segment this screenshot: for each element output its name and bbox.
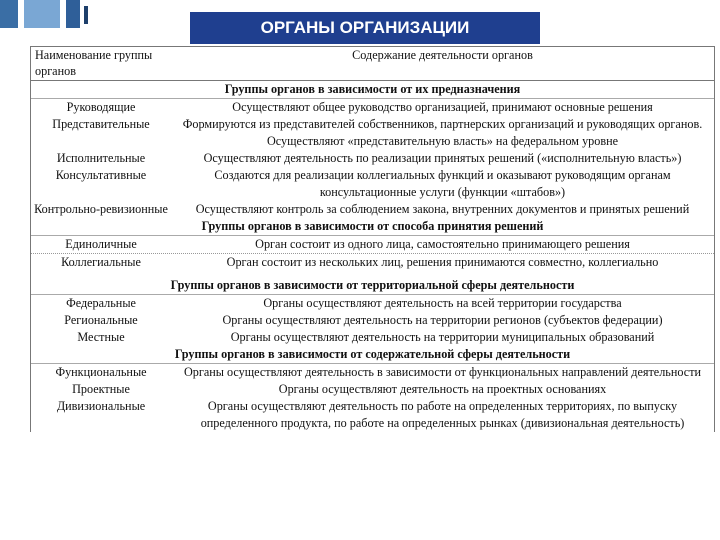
table-row: [31, 201, 714, 218]
table-row: [31, 295, 714, 312]
table-row: [31, 398, 714, 432]
table-row: [31, 167, 714, 201]
row-name: Руководящие: [66, 100, 136, 114]
header-content: Содержание деятельности органов: [352, 48, 533, 62]
group-header: Группы органов в зависимости от способа принятия решений: [31, 218, 714, 236]
group-header: Группы органов в зависимости от их предназначения: [31, 81, 714, 99]
corner-decoration: [84, 6, 88, 24]
table-row: [31, 236, 714, 254]
row-desc: Орган состоит из одного лица, самостоятельно принимающего решения: [255, 237, 630, 251]
table-row: [31, 312, 714, 329]
group-header: Группы органов в зависимости от содержательной сферы деятельности: [31, 346, 714, 364]
row-desc: Органы осуществляют деятельность на всей территории государства: [263, 296, 622, 310]
table-row: [31, 99, 714, 116]
row-name: Функциональные: [55, 365, 147, 379]
group-header: Группы органов в зависимости от территориальной сферы деятельности: [31, 277, 714, 295]
corner-decoration: [66, 0, 80, 28]
table-row: [31, 364, 714, 381]
row-name: Представительные: [52, 117, 150, 131]
row-name: Дивизиональные: [56, 399, 146, 413]
row-name: Местные: [77, 330, 125, 344]
row-desc: Органы осуществляют деятельность по работе на определенных территориях, по выпуску определенного продукта, по работе на определенных рынках (дивизиональная деятельность): [200, 399, 685, 430]
table-row: [31, 381, 714, 398]
row-desc: Формируются из представителей собственников, партнерских организаций и руководящих органов. Осуществляют «представительную власть» на федеральном уровне: [182, 117, 703, 148]
row-desc: Осуществляют общее руководство организацией, принимают основные решения: [232, 100, 653, 114]
row-desc: Осуществляют контроль за соблюдением закона, внутренних документов и принятых решений: [195, 202, 690, 216]
row-name: Федеральные: [66, 296, 136, 310]
row-desc: Органы осуществляют деятельность в зависимости от функциональных направлений деятельности: [183, 365, 702, 379]
row-desc: Органы осуществляют деятельность на проектных основаниях: [278, 382, 607, 396]
row-name: Региональные: [64, 313, 138, 327]
row-desc: Орган состоит из нескольких лиц, решения принимаются совместно, коллегиально: [226, 255, 659, 269]
row-desc: Органы осуществляют деятельность на территории регионов (субъектов федерации): [222, 313, 663, 327]
row-name: Консультативные: [55, 168, 147, 182]
table-row: [31, 150, 714, 167]
table-row: [31, 254, 714, 277]
row-name: Исполнительные: [56, 151, 146, 165]
row-name: Проектные: [72, 382, 130, 396]
corner-decoration: [0, 0, 18, 28]
slide-title: ОРГАНЫ ОРГАНИЗАЦИИ: [190, 12, 540, 44]
organs-table: [30, 46, 715, 432]
row-name: Контрольно-ревизионные: [34, 202, 168, 216]
row-desc: Осуществляют деятельность по реализации принятых решений («исполнительную власть»): [203, 151, 682, 165]
table-row: [31, 116, 714, 150]
table-header-row: [31, 47, 714, 81]
row-name: Коллегиальные: [61, 255, 141, 269]
corner-decoration: [24, 0, 60, 28]
row-name: Единоличные: [65, 237, 137, 251]
header-group-name: Наименование группы органов: [35, 48, 153, 78]
row-desc: Создаются для реализации коллегиальных функций и оказывают руководящим органам консультационные услуги (функции «штабов»): [214, 168, 671, 199]
row-desc: Органы осуществляют деятельность на территории муниципальных образований: [230, 330, 655, 344]
table-row: [31, 329, 714, 346]
